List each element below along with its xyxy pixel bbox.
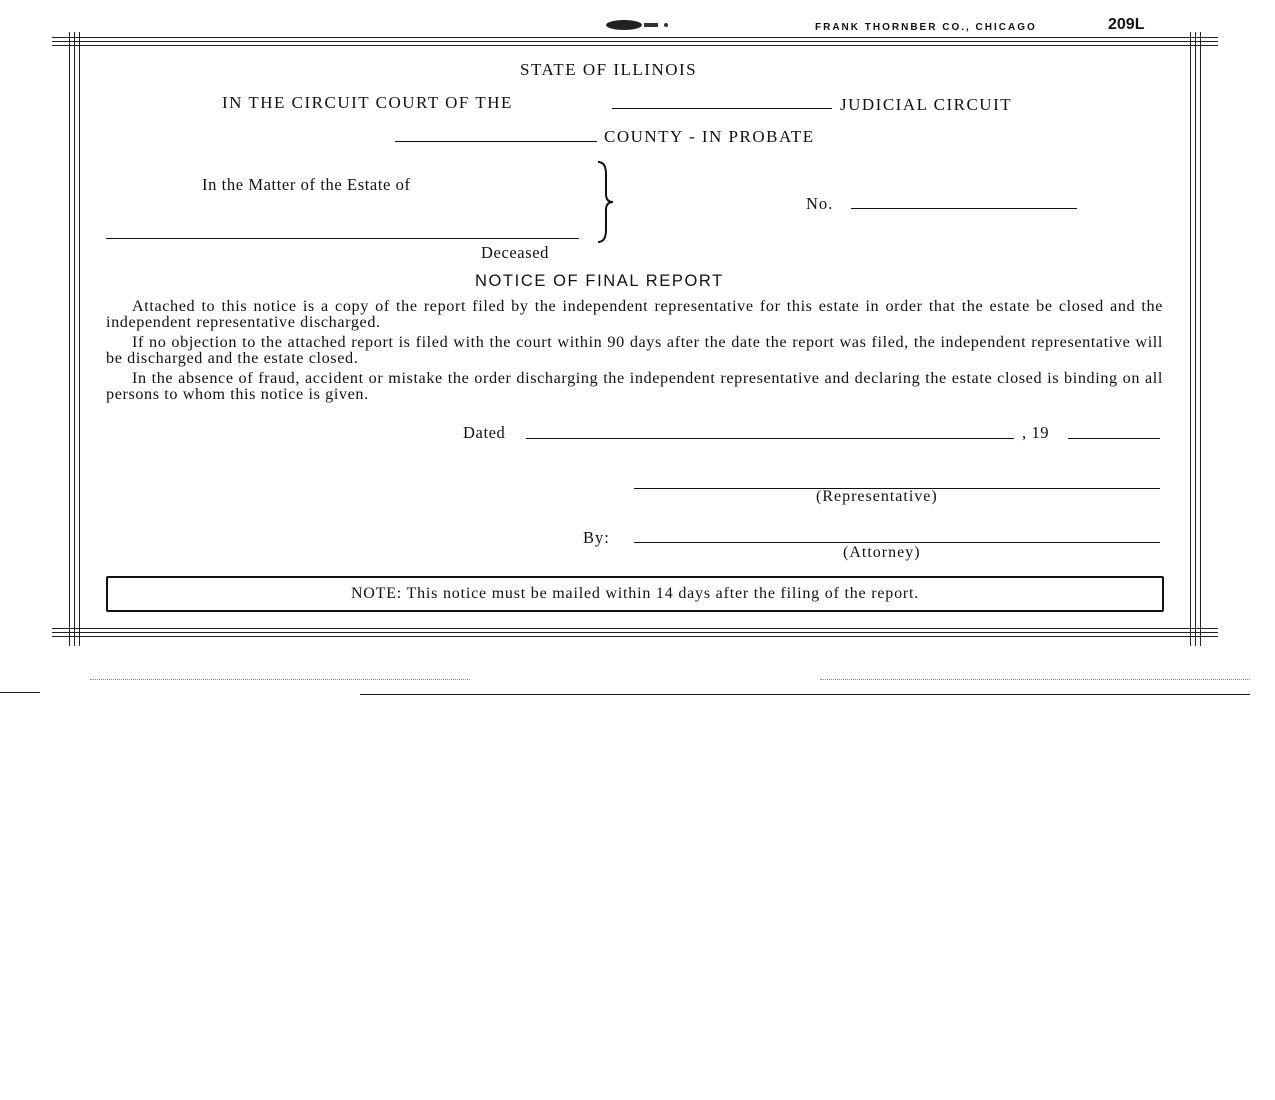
right-border-rule xyxy=(1190,32,1191,646)
court-suffix: JUDICIAL CIRCUIT xyxy=(840,95,1013,114)
left-border-rule xyxy=(74,32,75,646)
by-label: By: xyxy=(583,528,610,547)
notice-paragraph: In the absence of fraud, accident or mistake the order discharging the independent representative and declaring the estate closed is binding on all persons to whom this notice is given. xyxy=(106,369,1163,403)
top-border-rule xyxy=(52,41,1218,42)
left-border-rule xyxy=(69,32,70,646)
year-field[interactable] xyxy=(1068,438,1160,439)
bottom-border-rule xyxy=(52,636,1218,637)
notice-paragraph: If no objection to the attached report is filed with the court within 90 days after the date the report was filed, the independent representative will be discharged and the estate closed. xyxy=(106,333,1163,367)
caption-brace-icon xyxy=(596,160,616,249)
attorney-signature-field[interactable] xyxy=(634,542,1160,543)
scan-noise xyxy=(90,679,470,680)
estate-name-field[interactable] xyxy=(106,238,579,239)
case-number-label: No. xyxy=(806,194,834,213)
top-border-rule xyxy=(52,37,1218,38)
bottom-border-rule xyxy=(52,632,1218,633)
note-text: NOTE: This notice must be mailed within 14 days after the filing of the report. xyxy=(350,585,920,602)
deceased-label: Deceased xyxy=(481,243,550,262)
case-number-field[interactable] xyxy=(851,208,1077,209)
matter-label: In the Matter of the Estate of xyxy=(202,175,411,194)
form-number: 209L xyxy=(1108,16,1145,33)
date-field[interactable] xyxy=(526,438,1014,439)
right-border-rule xyxy=(1195,32,1196,646)
notice-paragraph: Attached to this notice is a copy of the report filed by the independent representative for this estate in order that the estate be closed and the independent representative discharged. xyxy=(106,297,1163,331)
state-heading: STATE OF ILLINOIS xyxy=(520,60,698,79)
attorney-label: (Attorney) xyxy=(843,544,921,561)
printer-ornament-icon xyxy=(602,18,674,37)
year-prefix: , 19 xyxy=(1022,423,1050,442)
right-border-rule xyxy=(1200,32,1201,646)
scan-edge-line xyxy=(360,694,1250,695)
note-box xyxy=(106,576,1164,612)
court-prefix: IN THE CIRCUIT COURT OF THE xyxy=(222,93,513,112)
left-border-rule xyxy=(79,32,80,646)
scan-noise xyxy=(820,679,1250,680)
publisher-name: FRANK THORNBER CO., CHICAGO xyxy=(815,22,1037,33)
judicial-circuit-field[interactable] xyxy=(612,108,832,109)
dated-label: Dated xyxy=(463,423,506,442)
representative-label: (Representative) xyxy=(816,488,938,505)
notice-title: NOTICE OF FINAL REPORT xyxy=(475,272,724,290)
top-border-rule xyxy=(52,45,1218,46)
bottom-border-rule xyxy=(52,628,1218,629)
county-field[interactable] xyxy=(395,141,597,142)
scan-edge-line xyxy=(0,692,40,693)
county-line: COUNTY - IN PROBATE xyxy=(604,127,815,146)
